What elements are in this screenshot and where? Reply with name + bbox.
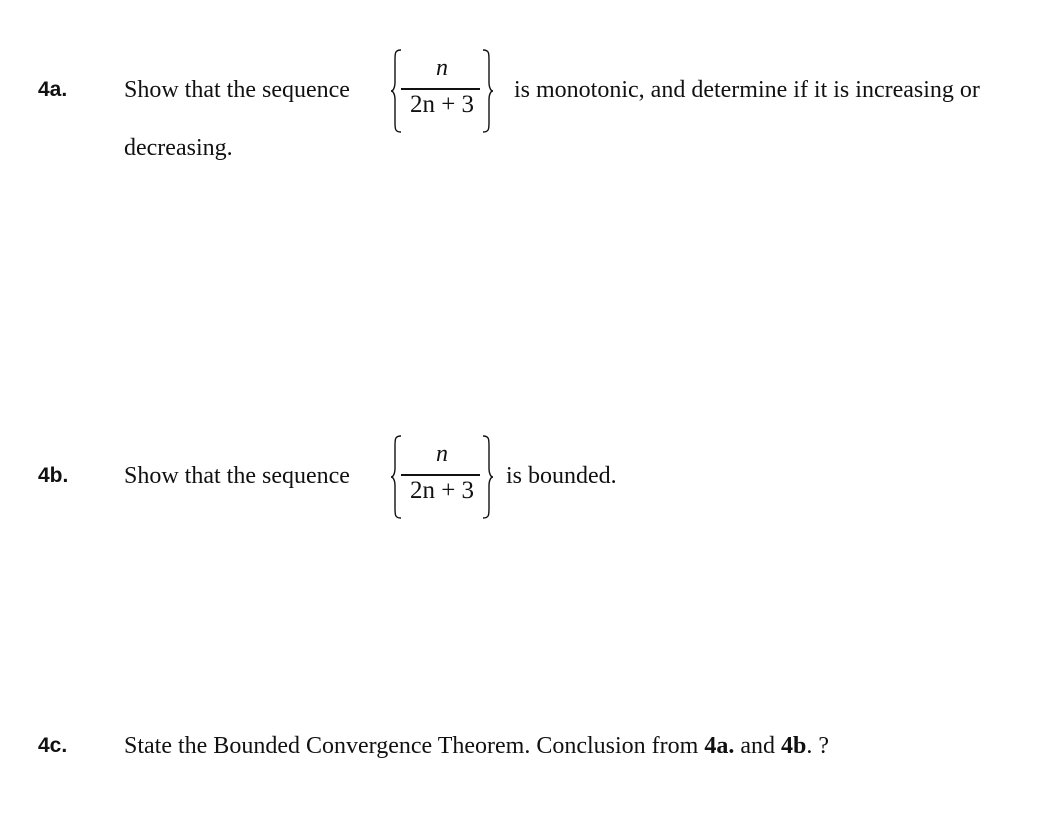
right-brace-icon bbox=[482, 48, 494, 134]
problem-4a-label: 4a. bbox=[38, 78, 68, 101]
sequence-denominator: 2n + 3 bbox=[409, 91, 475, 118]
sequence-denominator: 2n + 3 bbox=[409, 477, 475, 504]
problem-4b-prefix: Show that the sequence bbox=[124, 463, 350, 489]
problem-4a-suffix: is monotonic, and determine if it is increasing or bbox=[514, 77, 980, 103]
problem-4c-ref-4b: 4b bbox=[780, 733, 807, 759]
problem-4c-text-before: State the Bounded Convergence Theorem. Conclusion from bbox=[124, 733, 699, 759]
sequence-numerator: n bbox=[436, 55, 448, 81]
fraction-bar bbox=[401, 474, 480, 476]
problem-4c-text-after: . ? bbox=[806, 733, 829, 759]
problem-4b-suffix: is bounded. bbox=[506, 463, 617, 489]
problem-4c-ref-4a: 4a. bbox=[704, 733, 735, 759]
fraction-bar bbox=[401, 88, 480, 90]
right-brace-icon bbox=[482, 434, 494, 520]
problem-4c-text bbox=[124, 734, 829, 758]
sequence-expression-4b bbox=[390, 434, 494, 520]
sequence-numerator: n bbox=[436, 441, 448, 467]
problem-4a-continuation: decreasing. bbox=[124, 135, 233, 161]
problem-4c-label: 4c. bbox=[38, 734, 68, 757]
sequence-expression-4a bbox=[390, 48, 494, 134]
problem-4a-prefix: Show that the sequence bbox=[124, 77, 350, 103]
problem-4c-text-middle: and bbox=[740, 733, 775, 759]
problem-4b-label: 4b. bbox=[38, 464, 69, 487]
